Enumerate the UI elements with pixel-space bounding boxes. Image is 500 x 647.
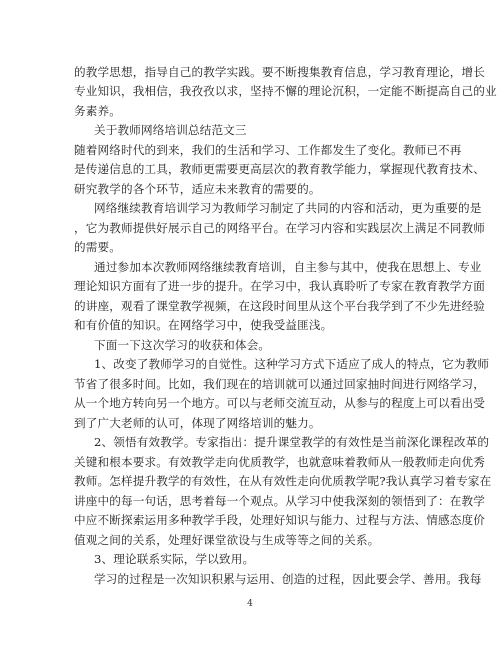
text-line: 理论知识方面有了进一步的提升。在学习中，我认真聆听了专家在教育教学方面 [74, 279, 486, 293]
text-line: 通过参加本次教师网络继续教育培训，自主参与其中，使我在思想上、专业 [94, 260, 482, 274]
text-line: 的教学思想，指导自己的教学实践。要不断搜集教育信息，学习教育理论，增长 [74, 65, 486, 79]
text-line: 随着网络时代的到来，我们的生活和学习、工作都发生了变化。教师已不再 [74, 143, 462, 157]
section-heading: 关于教师网络培训总结范文三 [94, 123, 247, 137]
text-line: 网络继续教育培训学习为教师学习制定了共同的内容和活动，更为重要的是 [94, 201, 482, 215]
text-line: 3、理论联系实际，学以致用。 [94, 552, 255, 566]
text-line: ，它为教师提供好展示自己的网络平台。在学习内容和实践层次上满足不同教师 [74, 221, 486, 235]
text-line: 中应不断探索运用多种教学手段，处理好知识与能力、过程与方法、情感态度价 [74, 513, 486, 527]
text-line: 是传递信息的工具，教师更需要更高层次的教育教学能力，掌握现代教育技术、 [74, 162, 486, 176]
text-line: 的讲座，观看了课堂教学视频，在这段时间里从这个平台我学到了不少先进经验 [74, 299, 486, 313]
text-line: 值观之间的关系，处理好课堂欲设与生成等等之间的关系。 [74, 533, 380, 547]
text-line: 到了广大老师的认可，体现了网络培训的魅力。 [74, 416, 321, 430]
text-line: 下面一下这次学习的收获和体会。 [94, 338, 271, 352]
text-line: 1、改变了教师学习的自觉性。这种学习方式下适应了成人的特点，它为教师 [94, 357, 490, 371]
text-line: 讲座中的每一句话，思考着每一个观点。从学习中使我深刻的领悟到了：在教学 [74, 494, 486, 508]
text-line: 2、领悟有效教学。专家指出：提升课堂教学的有效性是当前深化课程改革的 [94, 435, 490, 449]
text-line: 务素养。 [74, 104, 121, 118]
page-number: 4 [247, 599, 253, 609]
text-line: 研究教学的各个环节，适应未来教育的需要的。 [74, 182, 321, 196]
text-line: 节省了很多时间。比如，我们现在的培训就可以通过回家抽时间进行网络学习， [74, 377, 486, 391]
text-line: 的需要。 [74, 240, 121, 254]
text-line: 教师。怎样提升教学的有效性，在从有效性走向优质教学呢?我认真学习着专家在 [74, 474, 492, 488]
text-line: 专业知识，我相信，我孜孜以求，坚持不懈的理论沉积，一定能不断提高自己的业 [74, 84, 497, 98]
text-line: 关键和根本要求。有效教学走向优质教学，也就意味着教师从一般教师走向优秀 [74, 455, 486, 469]
text-line: 从一个地方转向另一个地方。可以与老师交流互动，从参与的程度上可以看出受 [74, 396, 486, 410]
text-line: 学习的过程是一次知识积累与运用、创造的过程，因此要会学、善用。我每 [94, 572, 482, 586]
text-line: 和有价值的知识。在网络学习中，使我受益匪浅。 [74, 318, 333, 332]
